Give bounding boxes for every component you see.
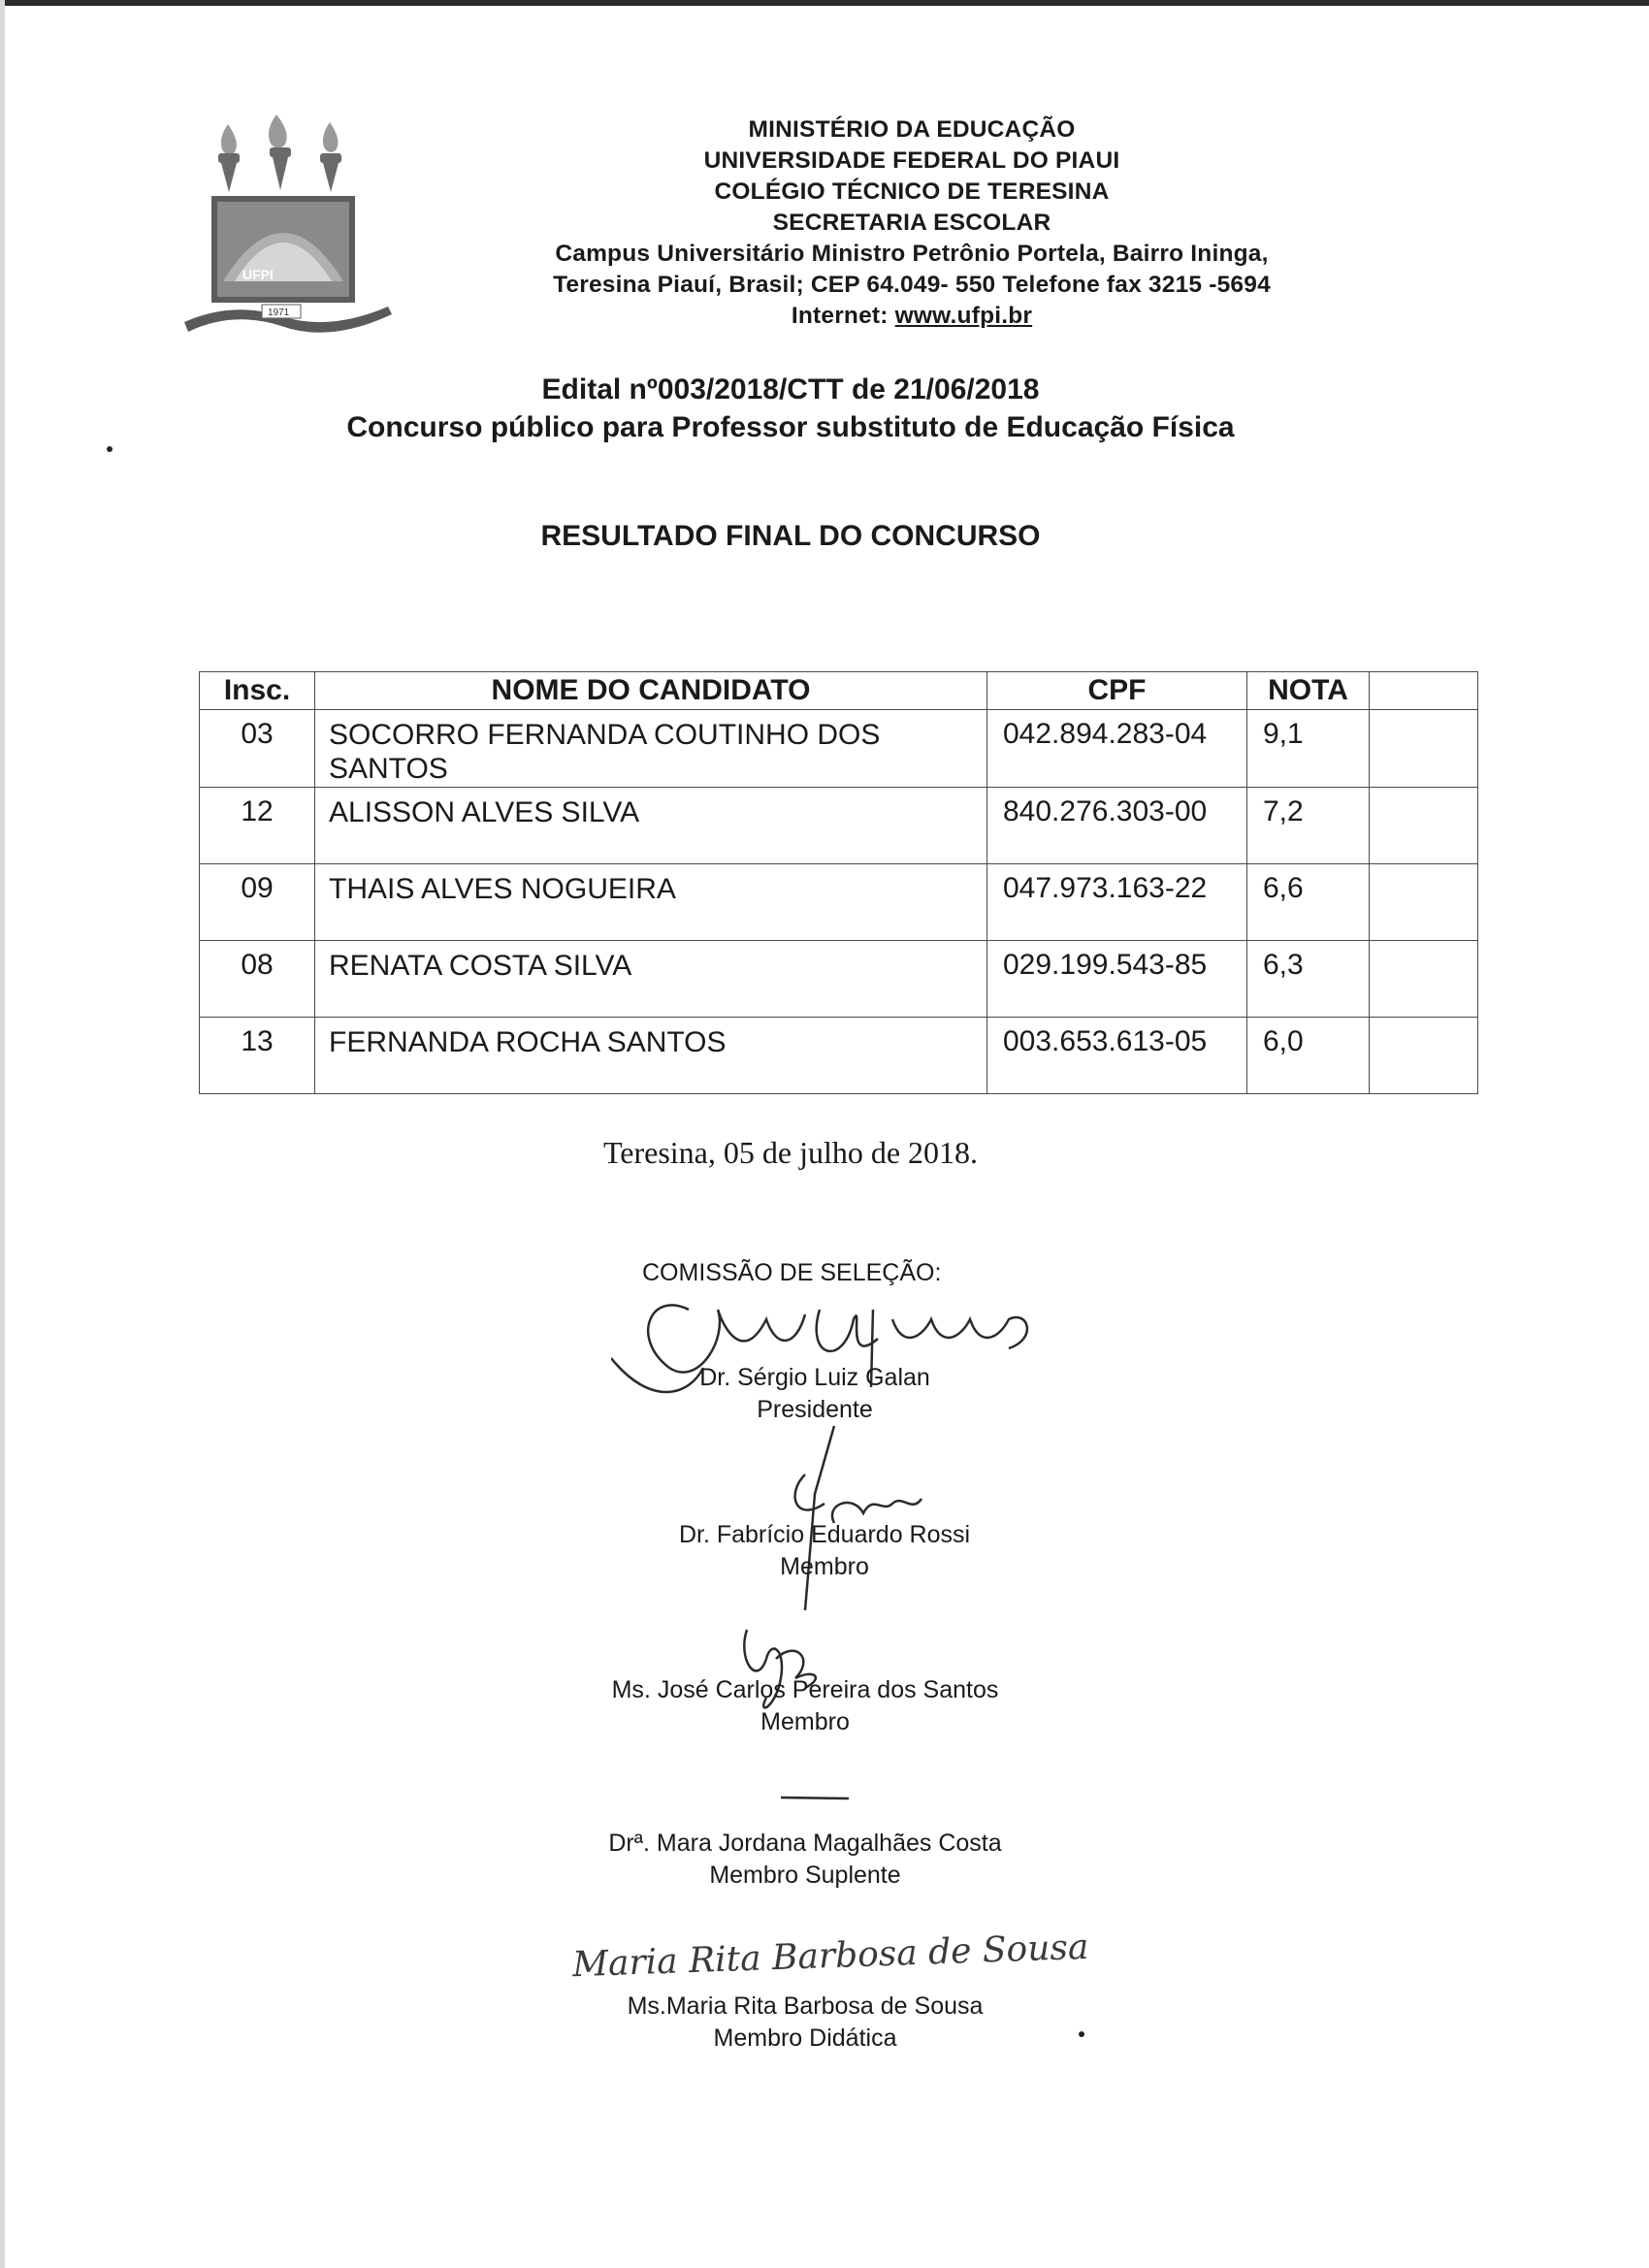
cell-blank: [1370, 1018, 1478, 1094]
cell-nota: 6,6: [1247, 864, 1370, 941]
cell-name: ALISSON ALVES SILVA: [315, 788, 987, 864]
cell-name: SOCORRO FERNANDA COUTINHO DOS SANTOS: [315, 710, 987, 788]
cell-nota: 7,2: [1247, 788, 1370, 864]
cell-name: RENATA COSTA SILVA: [315, 941, 987, 1018]
col-header-insc: Insc.: [200, 672, 315, 710]
scan-speck: [107, 446, 113, 452]
table-row: [200, 864, 1478, 941]
cell-cpf: 047.973.163-22: [987, 864, 1247, 941]
table-row: [200, 1018, 1478, 1094]
scan-edge-top: [0, 0, 1649, 6]
cell-cpf: 029.199.543-85: [987, 941, 1247, 1018]
cell-blank: [1370, 710, 1478, 788]
member-4: [572, 1828, 1038, 1892]
internet-link[interactable]: www.ufpi.br: [894, 303, 1033, 329]
edital-subject: Concurso público para Professor substituto de Educação Física: [346, 411, 1235, 443]
scan-edge-left: [0, 0, 5, 2268]
ufpi-seal-icon: [184, 107, 398, 344]
member-name: Drª. Mara Jordana Magalhães Costa: [608, 1830, 1002, 1857]
cell-blank: [1370, 788, 1478, 864]
member-name: Dr. Fabrício Eduardo Rossi: [678, 1521, 971, 1548]
member-name: Ms. José Carlos Pereira dos Santos: [611, 1676, 999, 1703]
col-header-name: NOME DO CANDIDATO: [315, 672, 987, 710]
logo-text: UFPI: [242, 267, 274, 282]
member-role: Membro Didática: [713, 2025, 897, 2052]
cell-nota: 6,0: [1247, 1018, 1370, 1094]
table-row: [200, 941, 1478, 1018]
cell-cpf: 042.894.283-04: [987, 710, 1247, 788]
cell-cpf: 003.653.613-05: [987, 1018, 1247, 1094]
member-role: Membro: [760, 1708, 850, 1735]
col-header-nota: NOTA: [1247, 672, 1370, 710]
edital-number: Edital nº003/2018/CTT de 21/06/2018: [541, 373, 1040, 405]
header-department: SECRETARIA ESCOLAR: [772, 210, 1051, 236]
result-title: RESULTADO FINAL DO CONCURSO: [540, 520, 1041, 552]
header-internet: [485, 301, 1339, 332]
member-name: Dr. Sérgio Luiz Galan: [699, 1364, 930, 1391]
header-ministry: MINISTÉRIO DA EDUCAÇÃO: [748, 116, 1076, 143]
letterhead: [485, 114, 1339, 332]
header-address: Campus Universitário Ministro Petrônio Portela, Bairro Ininga,: [555, 241, 1269, 267]
member-2: [630, 1519, 1018, 1583]
cell-blank: [1370, 864, 1478, 941]
member-5: [592, 1991, 1018, 2055]
cell-insc: 09: [200, 864, 315, 941]
cell-insc: 08: [200, 941, 315, 1018]
col-header-cpf: CPF: [987, 672, 1247, 710]
cell-name: FERNANDA ROCHA SANTOS: [315, 1018, 987, 1094]
results-table: [199, 671, 1478, 1094]
member-role: Membro Suplente: [709, 1862, 901, 1889]
member-name: Ms.Maria Rita Barbosa de Sousa: [627, 1993, 984, 2020]
internet-label: Internet:: [791, 303, 889, 329]
signature-line: [776, 1793, 854, 1802]
member-role: Membro: [780, 1553, 869, 1580]
cell-name: THAIS ALVES NOGUEIRA: [315, 864, 987, 941]
col-header-blank: [1370, 672, 1478, 710]
commission-title: COMISSÃO DE SELEÇÃO:: [642, 1259, 942, 1286]
logo-year: 1971: [268, 308, 290, 318]
edital-heading: [0, 371, 1581, 446]
cell-nota: 6,3: [1247, 941, 1370, 1018]
signature-member-2: [776, 1416, 970, 1620]
table-header-row: [200, 672, 1478, 710]
header-contact: Teresina Piauí, Brasil; CEP 64.049- 550 Telefone fax 3215 -5694: [553, 272, 1271, 298]
table-row: [200, 710, 1478, 788]
place-date: Teresina, 05 de julho de 2018.: [602, 1135, 979, 1170]
cell-nota: 9,1: [1247, 710, 1370, 788]
member-3: [582, 1674, 1028, 1738]
cell-cpf: 840.276.303-00: [987, 788, 1247, 864]
cell-insc: 03: [200, 710, 315, 788]
cell-insc: 13: [200, 1018, 315, 1094]
member-role: Presidente: [757, 1396, 873, 1423]
table-row: [200, 788, 1478, 864]
cell-blank: [1370, 941, 1478, 1018]
signature-member-5: Maria Rita Barbosa de Sousa: [571, 1927, 1089, 1986]
cell-insc: 12: [200, 788, 315, 864]
scan-speck: [1079, 2031, 1084, 2037]
header-university: UNIVERSIDADE FEDERAL DO PIAUI: [703, 147, 1120, 174]
header-college: COLÉGIO TÉCNICO DE TERESINA: [714, 178, 1110, 205]
